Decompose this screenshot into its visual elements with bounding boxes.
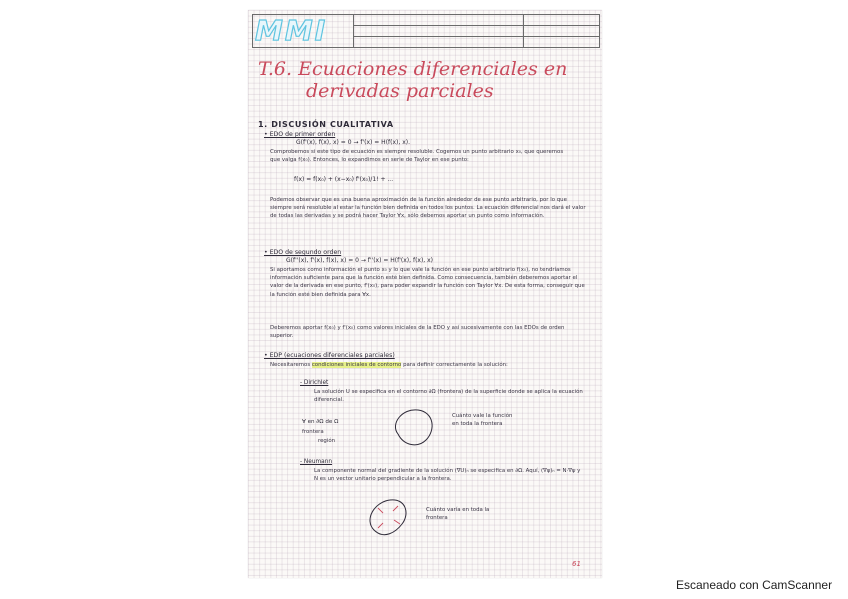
edo1-paragraph-2: Podemos observar que es una buena aproximación de la función alrededor de ese punto arbitrario, por lo que siempre será resoluble al estar la función bien definida en todos los puntos. La ecuación diferencial nos dará el valor de todas las derivadas y se podrá hacer Taylor ∀x, sólo debemos aportar un punto como información. (270, 197, 586, 220)
edo2-heading: • EDO de segundo orden (264, 249, 342, 256)
page-title (258, 58, 588, 102)
title-line-2: derivadas parciales (306, 80, 494, 102)
dirichlet-text: La solución U se especifica en el contorno ∂Ω (frontera) de la superficie donde se aplica la ecuación diferencial. (314, 389, 583, 404)
title-line-1: T.6. Ecuaciones diferenciales en (258, 58, 568, 80)
neumann-text: La componente normal del gradiente de la solución (∇U)ₙ se especifica en ∂Ω. Aquí, (∇ψ)ₙ = N·∇ψ y N es un vector unitario perpendicular a la frontera. (314, 468, 581, 483)
camscanner-footer: Escaneado con CamScanner (676, 578, 833, 592)
page-number: 61 (572, 560, 581, 568)
edp-heading: • EDP (ecuaciones diferenciales parciales) (264, 352, 395, 359)
edo1-paragraph-1: Comprobemos si este tipo de ecuación es siempre resoluble. Cogemos un punto arbitrario x₀, que queremos que valga f(x₀). Entonces, lo expandimos en serie de Taylor en ese punto: (270, 149, 564, 164)
edo1-taylor: f(x) = f(x₀) + (x−x₀) f'(x₀)/1! + ... (294, 176, 394, 183)
section-heading: 1. DISCUSIÓN CUALITATIVA (258, 120, 394, 129)
dirichlet-label: - Dirichlet (300, 380, 329, 386)
dirichlet-region-sketch (388, 404, 438, 450)
dirichlet-note: Cuánto vale la función en toda la frontera (452, 413, 513, 428)
label-frontera: frontera (302, 429, 324, 435)
neumann-note: Cuánto varía en toda la frontera (426, 507, 490, 522)
highlighted-phrase: condiciones iniciales de contorno (311, 362, 402, 368)
page-header (252, 14, 600, 48)
neumann-label: - Neumann (300, 459, 333, 465)
edo2-formula: G(f''(x), f'(x), f(x), x) = 0 → f''(x) = H(f'(x), f(x), x) (286, 257, 434, 264)
dirichlet-equation: ∀ en ∂Ω de Ω (302, 419, 339, 425)
edo2-paragraph-1: Si aportamos como información el punto x₀ y lo que vale la función en ese punto arbitrario f(x₀), no tendríamos información suficiente para que la función esté bien definida. Como consecuencia, también deberemos aportar el valor de la derivada en ese punto, f'(x₀), para poder expandir la función con Taylor ∀x. De esta forma, conseguir que la función esté bien definida para ∀x. (270, 267, 585, 298)
mmi-logo: MMI (255, 14, 328, 47)
neumann-region-sketch (364, 496, 412, 542)
label-region: región (318, 438, 336, 444)
notebook-page (248, 10, 602, 578)
edo1-formula: G(f'(x), f(x), x) = 0 → f'(x) = H(f(x), x). (296, 139, 410, 146)
edp-paragraph: Necesitaremos condiciones iniciales de contorno para definir correctamente la solución: (270, 362, 508, 368)
edo2-paragraph-2: Deberemos aportar f(x₀) y f'(x₀) como valores iniciales de la EDO y así sucesivamente con las EDOs de orden superior. (270, 325, 565, 340)
edo1-heading: • EDO de primer orden (264, 131, 336, 138)
